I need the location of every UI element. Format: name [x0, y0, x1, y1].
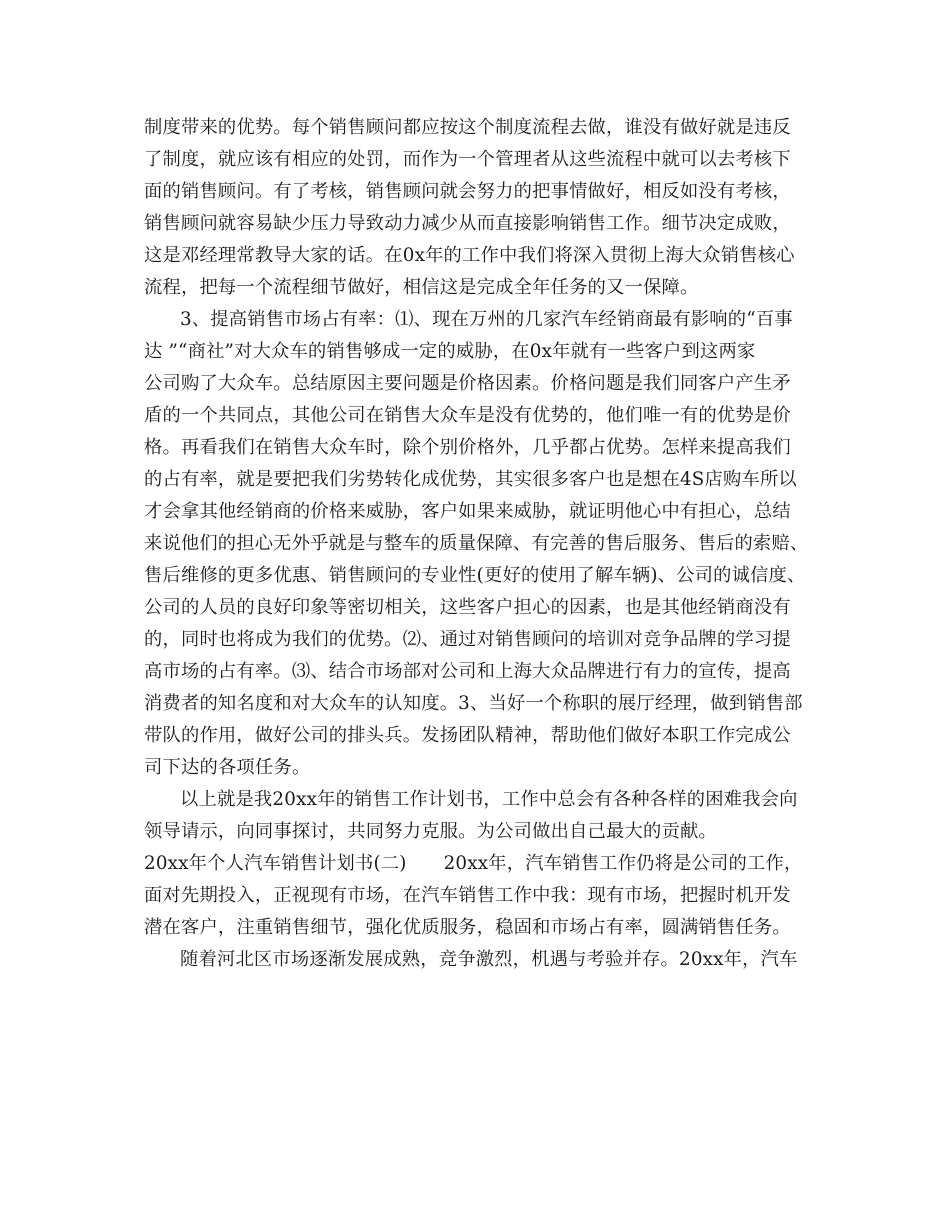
- text-line: 来说他们的担心无外乎就是与整车的质量保障、有完善的售后服务、售后的索赔、: [144, 533, 809, 554]
- text-line: 售后维修的更多优惠、销售顾问的专业性(更好的使用了解车辆)、公司的诚信度、: [144, 565, 806, 586]
- text-line: 3、提高销售市场占有率：⑴、现在万州的几家汽车经销商最有影响的“百事: [180, 309, 793, 330]
- text-line: 了制度，就应该有相应的处罚，而作为一个管理者从这些流程中就可以去考核下: [144, 149, 791, 170]
- text-line: 流程，把每一个流程细节做好，相信这是完成全年任务的又一保障。: [144, 277, 699, 298]
- text-line: 随着河北区市场逐渐发展成熟，竞争激烈，机遇与考验并存。20xx年，汽车: [180, 949, 798, 970]
- text-line: 这是邓经理常教导大家的话。在0x年的工作中我们将深入贯彻上海大众销售核心: [144, 245, 795, 266]
- text-line: 盾的一个共同点，其他公司在销售大众车是没有优势的，他们唯一有的优势是价: [144, 405, 791, 426]
- text-line: 制度带来的优势。每个销售顾问都应按这个制度流程去做，谁没有做好就是违反: [144, 117, 791, 138]
- text-line: 司下达的各项任务。: [144, 757, 311, 778]
- text-line: 20xx年个人汽车销售计划书(二) 20xx年，汽车销售工作仍将是公司的工作，: [144, 853, 803, 874]
- text-line: 领导请示，向同事探讨，共同努力克服。为公司做出自己最大的贡献。: [144, 821, 717, 842]
- text-line: 潜在客户，注重销售细节，强化优质服务，稳固和市场占有率，圆满销售任务。: [144, 917, 791, 938]
- text-line: 面的销售顾问。有了考核，销售顾问就会努力的把事情做好，相反如没有考核，: [144, 181, 791, 202]
- text-line: 的，同时也将成为我们的优势。⑵、通过对销售顾问的培训对竞争品牌的学习提: [144, 629, 791, 650]
- text-line: 带队的作用，做好公司的排头兵。发扬团队精神，帮助他们做好本职工作完成公: [144, 725, 791, 746]
- text-line: 达 ”“商社”对大众车的销售够成一定的威胁，在0x年就有一些客户到这两家: [144, 341, 756, 362]
- text-line: 面对先期投入，正视现有市场，在汽车销售工作中我：现有市场，把握时机开发: [144, 885, 791, 906]
- text-line: 格。再看我们在销售大众车时，除个别价格外，几乎都占优势。怎样来提高我们: [144, 437, 791, 458]
- text-line: 公司购了大众车。总结原因主要问题是价格因素。价格问题是我们同客户产生矛: [144, 373, 791, 394]
- text-line: 以上就是我20xx年的销售工作计划书，工作中总会有各种各样的困难我会向: [180, 789, 798, 810]
- text-line: 才会拿其他经销商的价格来威胁，客户如果来威胁，就证明他心中有担心，总结: [144, 501, 791, 522]
- text-line: 高市场的占有率。⑶、结合市场部对公司和上海大众品牌进行有力的宣传，提高: [144, 661, 791, 682]
- text-line: 销售顾问就容易缺少压力导致动力减少从而直接影响销售工作。细节决定成败，: [144, 213, 791, 234]
- text-line: 公司的人员的良好印象等密切相关，这些客户担心的因素，也是其他经销商没有: [144, 597, 791, 618]
- text-line: 的占有率，就是要把我们劣势转化成优势，其实很多客户也是想在4S店购车所以: [144, 469, 797, 490]
- document-body: [144, 112, 808, 976]
- text-line: 消费者的知名度和对大众车的认知度。3、当好一个称职的展厅经理，做到销售部: [144, 693, 803, 714]
